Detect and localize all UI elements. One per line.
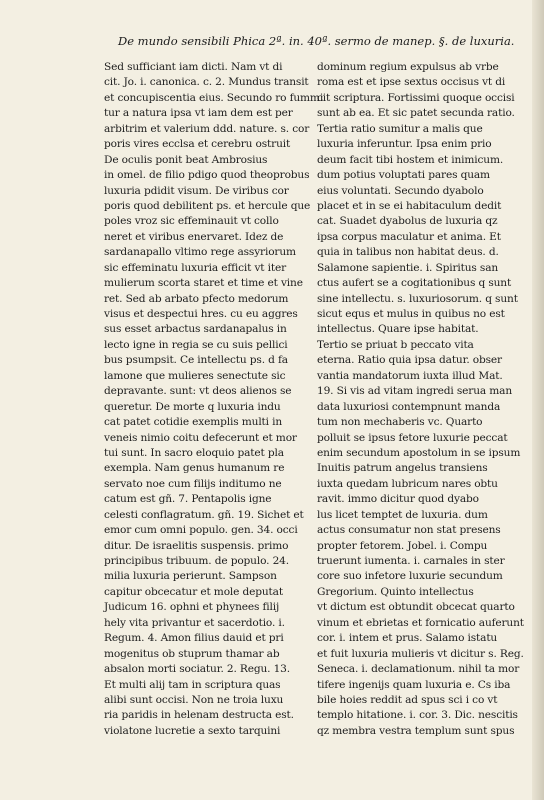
text-line: sicut equs et mulus in quibus no est [317, 308, 505, 320]
text-line: veneis nimio coitu defecerunt et mor [104, 431, 297, 444]
text-line: dum potius voluptati pares quam [317, 169, 490, 182]
text-line: Salamone sapientie. i. Spiritus san [317, 261, 499, 274]
text-line: ravit. immo dicitur quod dyabo [317, 493, 479, 506]
text-line: truerunt iumenta. i. carnales in ster [317, 555, 505, 567]
text-line: Tertia ratio sumitur a malis que [317, 122, 483, 135]
text-line: eterna. Ratio quia ipsa datur. obser [317, 354, 502, 367]
page-edge [532, 0, 544, 800]
text-line: violatone lucretie a sexto tarquini [104, 724, 281, 737]
text-line: servato noe cum filijs inditumo ne [104, 477, 282, 490]
text-line: celesti conflagratum. gñ. 19. Sichet et [104, 508, 304, 521]
text-line: bile hoies reddit ad spus sci i co vt [317, 693, 498, 706]
text-line: Sed sufficiant iam dicti. Nam vt di [104, 61, 283, 73]
text-line: Inuitis patrum angelus transiens [317, 462, 488, 475]
text-line: exempla. Nam genus humanum re [104, 462, 285, 475]
text-line: in omel. de filio pdigo quod theoprobus [104, 169, 310, 182]
text-line: propter fetorem. Jobel. i. Compu [317, 539, 488, 552]
text-line: Et multi alij tam in scriptura quas [104, 678, 281, 691]
text-line: cor. i. intem et prus. Salamo istatu [317, 632, 498, 645]
text-line: ctus aufert se a cogitationibus q sunt [317, 277, 512, 290]
text-line: vantia mandatorum iuxta illud Mat. [317, 369, 503, 382]
text-line: cit. Jo. i. canonica. c. 2. Mundus transit [104, 76, 309, 89]
right-text-column [317, 60, 527, 739]
text-line: actus consumatur non stat presens [317, 524, 501, 537]
text-line: tur a natura ipsa vt iam dem est per [104, 107, 293, 120]
text-line: arbitrim et valerium ddd. nature. s. cor [104, 122, 310, 135]
text-line: poris quod debilitent ps. et hercule que [104, 199, 311, 212]
text-line: et concupiscentia eius. Secundo ro fummi [104, 91, 324, 104]
text-line: tui sunt. In sacro eloquio patet pla [104, 446, 284, 459]
text-line: deum facit tibi hostem et inimicum. [317, 153, 504, 166]
text-line: quia in talibus non habitat deus. d. [317, 246, 499, 259]
text-line: Tertio se priuat b peccato vita [317, 338, 474, 351]
text-line: ditur. De israelitis suspensis. primo [104, 539, 289, 552]
text-line: templo hitatione. i. cor. 3. Dic. nescitis [317, 709, 518, 722]
text-line: ria paridis in helenam destructa est. [104, 709, 294, 722]
text-line: mogenitus ob stuprum thamar ab [104, 647, 280, 660]
text-line: poles vroz sic effeminauit vt collo [104, 215, 279, 228]
text-line: luxuria inferuntur. Ipsa enim prio [317, 138, 492, 151]
text-line: De oculis ponit beat Ambrosius [104, 153, 268, 166]
text-line: sardanapallo vltimo rege assyriorum [104, 246, 296, 259]
text-line: lus licet temptet de luxuria. dum [317, 508, 488, 521]
text-line: tifere ingenijs quam luxuria e. Cs iba [317, 678, 511, 691]
text-line: ret. Sed ab arbato pfecto medorum [104, 292, 289, 305]
text-line: queretur. De morte q luxuria indu [104, 400, 281, 413]
text-line: lamone que mulieres senectute sic [104, 369, 286, 382]
text-line: catum est gñ. 7. Pentapolis igne [104, 493, 272, 506]
text-line: sunt ab ea. Et sic patet secunda ratio. [317, 107, 515, 120]
left-text-column [104, 60, 324, 739]
text-line: absalon morti sociatur. 2. Regu. 13. [104, 663, 290, 676]
text-line: emor cum omni populo. gen. 34. occi [104, 524, 298, 537]
text-line: hely vita privantur et sacerdotio. i. [104, 616, 285, 629]
text-line: Seneca. i. declamationum. nihil ta mor [317, 663, 520, 676]
text-line: neret et viribus enervaret. Idez de [104, 230, 284, 243]
text-line: capitur obcecatur et mole deputat [104, 585, 283, 598]
text-line: tum non mechaberis vc. Quarto [317, 416, 483, 429]
text-line: luxuria pdidit visum. De viribus cor [104, 184, 289, 197]
text-line: poris vires ecclsa et cerebru ostruit [104, 138, 291, 151]
text-line: Gregorium. Quinto intellectus [317, 585, 474, 598]
text-line: sine intellectu. s. luxuriosorum. q sunt [317, 292, 518, 305]
text-line: cat. Suadet dyabolus de luxuria qz [317, 215, 498, 228]
text-line: mulierum scorta staret et time et vine [104, 277, 303, 290]
text-line: intellectus. Quare ipse habitat. [317, 323, 479, 336]
text-line: et fuit luxuria mulieris vt dicitur s. Reg. [317, 647, 524, 660]
text-line: Regum. 4. Amon filius dauid et pri [104, 632, 284, 645]
text-line: dominum regium expulsus ab vrbe [317, 61, 499, 73]
text-line: enim secundum apostolum in se ipsum [317, 446, 521, 459]
text-line: eius voluntati. Secundo dyabolo [317, 184, 484, 197]
text-line: depravante. sunt: vt deos alienos se [104, 385, 292, 398]
text-line: cat patet cotidie exemplis multi in [104, 416, 283, 429]
running-header: De mundo sensibili Phica 2ª. in. 40ª. sermo de manep. §. de luxuria. [118, 34, 515, 48]
text-line: placet et in se ei habitaculum dedit [317, 199, 502, 212]
text-line: Judicum 16. ophni et phynees filij [104, 601, 280, 614]
text-line: sus esset arbactus sardanapalus in [104, 323, 287, 336]
text-line: visus et despectui hres. cu eu aggres [104, 308, 298, 320]
text-line: polluit se ipsus fetore luxurie peccat [317, 431, 508, 444]
text-line: data luxuriosi contempnunt manda [317, 400, 501, 413]
text-line: principibus tribuum. de populo. 24. [104, 555, 289, 567]
text-line: iuxta quedam lubricum nares obtu [317, 477, 498, 490]
text-line: roma est et ipse sextus occisus vt di [317, 76, 506, 89]
text-line: 19. Si vis ad vitam ingredi serua man [317, 385, 513, 398]
text-line: qz membra vestra templum sunt spus [317, 724, 515, 737]
text-line: ipsa corpus maculatur et anima. Et [317, 230, 501, 243]
text-line: sic effeminatu luxuria efficit vt iter [104, 261, 287, 274]
text-line: cit scriptura. Fortissimi quoque occisi [317, 91, 515, 104]
text-line: vt dictum est obtundit obcecat quarto [317, 601, 515, 614]
text-line: core suo infetore luxurie secundum [317, 570, 503, 583]
text-line: vinum et ebrietas et fornicatio auferunt [317, 616, 524, 629]
text-line: milia luxuria perierunt. Sampson [104, 570, 277, 583]
text-line: bus psumpsit. Ce intellectu ps. d fa [104, 354, 288, 367]
text-line: lecto igne in regia se cu suis pellici [104, 338, 288, 351]
text-line: alibi sunt occisi. Non ne troia luxu [104, 693, 284, 706]
